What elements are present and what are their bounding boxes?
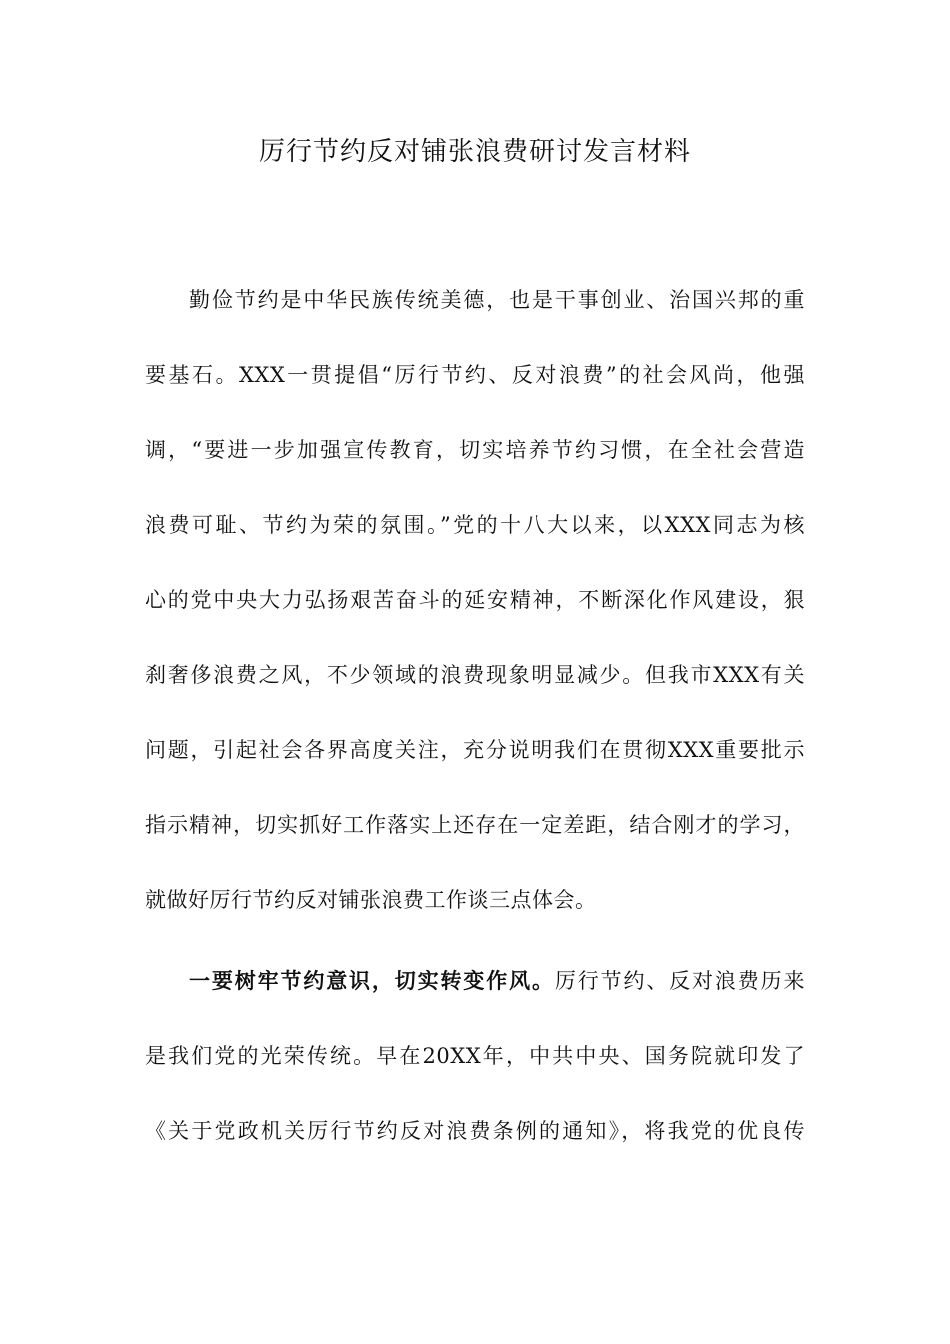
paragraph-2-line-1-rest: 厉行节约、反对浪费历来 xyxy=(554,969,806,993)
paragraph-1-line-7: 问题，引起社会各界高度关注，充分说明我们在贯彻XXX重要批示 xyxy=(145,738,805,762)
paragraph-1-line-9: 就做好厉行节约反对铺张浪费工作谈三点体会。 xyxy=(145,888,597,912)
document-title: 厉行节约反对铺张浪费研讨发言材料 xyxy=(258,137,691,167)
paragraph-1-line-4: 浪费可耻、节约为荣的氛围。”党的十八大以来，以XXX同志为核 xyxy=(145,513,805,537)
paragraph-2-line-3: 《关于党政机关厉行节约反对浪费条例的通知》，将我党的优良传 xyxy=(145,1119,805,1143)
paragraph-2-line-1 xyxy=(145,963,805,999)
paragraph-1-line-6: 刹奢侈浪费之风，不少领域的浪费现象明显减少。但我市XXX有关 xyxy=(145,663,805,687)
paragraph-1-line-8: 指示精神，切实抓好工作落实上还存在一定差距，结合刚才的学习， xyxy=(145,813,805,837)
paragraph-1-line-3: 调，“要进一步加强宣传教育，切实培养节约习惯，在全社会营造 xyxy=(145,438,805,462)
paragraph-1-line-5: 心的党中央大力弘扬艰苦奋斗的延安精神，不断深化作风建设，狠 xyxy=(145,588,805,612)
paragraph-1-line-1: 勤俭节约是中华民族传统美德，也是干事创业、治国兴邦的重 xyxy=(189,288,805,312)
paragraph-2-heading: 一要树牢节约意识，切实转变作风。 xyxy=(189,968,555,993)
paragraph-1-line-2: 要基石。XXX一贯提倡“厉行节约、反对浪费”的社会风尚，他强 xyxy=(145,363,805,387)
paragraph-2-line-2: 是我们党的光荣传统。早在20XX年，中共中央、国务院就印发了 xyxy=(145,1044,805,1068)
